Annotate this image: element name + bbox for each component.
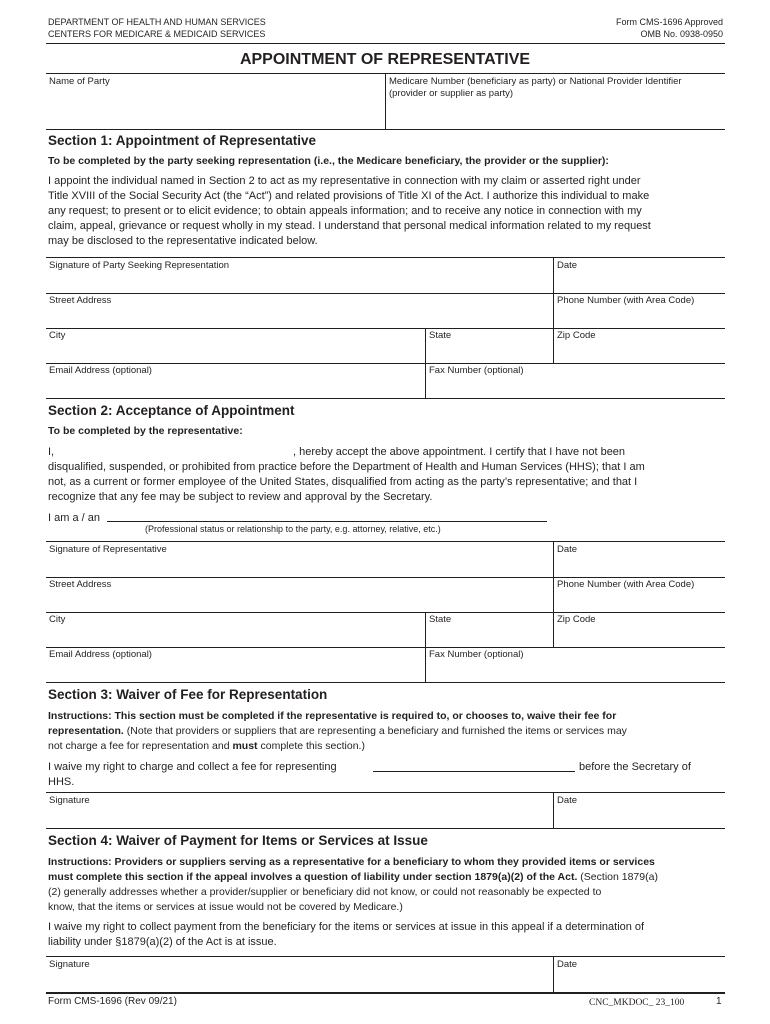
s4-waive-line: I waive my right to collect payment from the beneficiary for the items or services at issue in this appeal if a determination of — [48, 921, 645, 933]
s2-line-1: , hereby accept the above appointment. I certify that I have not been — [293, 446, 626, 458]
s1-line: claim, appeal, grievance or request wholly in my stead. I understand that personal medical information related to my request — [48, 220, 651, 232]
s2-signature-field[interactable] — [46, 542, 553, 577]
s1-date-field[interactable] — [554, 258, 725, 293]
section3-instructions — [48, 709, 728, 754]
s3-instr-bold: representation. — [48, 725, 124, 737]
s1-state-field[interactable] — [426, 328, 553, 363]
s3-representing-line[interactable] — [373, 771, 575, 772]
section1-paragraph — [48, 174, 728, 249]
s1-line: any request; to present or to elicit evidence; to obtain appeals information; and to receive any notice in connection with my — [48, 205, 642, 217]
s3-date-field[interactable] — [554, 793, 725, 828]
s1-zip-label: Zip Code — [557, 330, 596, 341]
s4-instr-line: (2) generally addresses whether a provider/supplier or beneficiary did not know, or could not reasonably be expected to — [48, 886, 602, 898]
s1-grid-rule — [46, 398, 725, 399]
s4-instr-rest: (Section 1879(a) — [577, 871, 658, 883]
s2-zip-field[interactable] — [554, 612, 725, 647]
s1-signature-label: Signature of Party Seeking Representation — [49, 260, 230, 271]
s2-grid-vline — [553, 541, 554, 647]
form-revision: Form CMS-1696 (Rev 09/21) — [48, 996, 177, 1007]
name-of-party-field[interactable] — [46, 74, 385, 129]
s3-waive-text-b: before the Secretary of — [579, 761, 691, 773]
s2-zip-label: Zip Code — [557, 614, 596, 625]
s4-date-field[interactable] — [554, 957, 725, 992]
s2-iama-label: I am a / an — [48, 512, 100, 524]
s2-grid-rule — [46, 682, 725, 683]
omb-number: OMB No. 0938-0950 — [640, 29, 723, 39]
s4-signature-label: Signature — [49, 959, 90, 970]
s4-grid-vline — [553, 956, 554, 992]
s2-state-field[interactable] — [426, 612, 553, 647]
s2-line: recognize that any fee may be subject to review and approval by the Secretary. — [48, 491, 433, 503]
s2-state-label: State — [429, 614, 452, 625]
s3-signature-field[interactable] — [46, 793, 553, 828]
s2-date-field[interactable] — [554, 542, 725, 577]
s4-waive-paragraph — [48, 920, 728, 950]
s2-phone-field[interactable] — [554, 577, 725, 612]
s1-street-label: Street Address — [49, 295, 112, 306]
s2-fax-field[interactable] — [426, 647, 725, 682]
s1-signature-field[interactable] — [46, 258, 553, 293]
s1-fax-field[interactable] — [426, 363, 725, 398]
page-title: APPOINTMENT OF REPRESENTATIVE — [239, 51, 531, 68]
s3-waive-text-a: I waive my right to charge and collect a fee for representing — [48, 761, 337, 773]
top-bottom-rule — [46, 129, 725, 130]
s3-grid-vline — [553, 792, 554, 828]
s2-line: not, as a current or former employee of the United States, disqualified from acting as the party’s representative; and that I — [48, 476, 638, 488]
s4-instr-line: know, that the items or services at issue would not be covered by Medicare.) — [48, 901, 403, 913]
s1-phone-label: Phone Number (with Area Code) — [557, 295, 695, 306]
s2-email-label: Email Address (optional) — [49, 649, 152, 660]
s3-instr-rest: (Note that providers or suppliers that are representing a beneficiary and furnished the items or services may — [123, 725, 627, 737]
s1-email-field[interactable] — [46, 363, 425, 398]
section2-heading: Section 2: Acceptance of Appointment — [48, 403, 295, 418]
form-approved-label: Form CMS-1696 Approved — [615, 17, 723, 27]
header-rule — [46, 43, 725, 44]
s2-line: disqualified, suspended, or prohibited from practice before the Department of Health and Human Services (HHS); that I am — [48, 461, 645, 473]
section1-subheading: To be completed by the party seeking representation (i.e., the Medicare beneficiary, the provider or the supplier): — [48, 155, 609, 167]
s1-email-label: Email Address (optional) — [49, 365, 152, 376]
s2-phone-label: Phone Number (with Area Code) — [557, 579, 695, 590]
medicare-number-label-2: (provider or supplier as party) — [389, 88, 514, 99]
s4-signature-field[interactable] — [46, 957, 553, 992]
s3-instr-line: Instructions: This section must be completed if the representative is required to, or chooses to, waive their fee for — [48, 710, 617, 722]
footer-rule — [46, 992, 725, 994]
section4-instructions — [48, 855, 728, 915]
s1-date-label: Date — [557, 260, 578, 271]
s4-date-label: Date — [557, 959, 578, 970]
section4-heading: Section 4: Waiver of Payment for Items or Services at Issue — [48, 833, 428, 848]
section2-subheading: To be completed by the representative: — [48, 425, 243, 437]
s2-signature-label: Signature of Representative — [49, 544, 167, 555]
name-of-party-label: Name of Party — [49, 76, 110, 87]
s1-city-label: City — [49, 330, 66, 341]
s2-fax-label: Fax Number (optional) — [429, 649, 524, 660]
s1-phone-field[interactable] — [554, 293, 725, 328]
s1-line: may be disclosed to the representative indicated below. — [48, 235, 318, 247]
s2-city-label: City — [49, 614, 66, 625]
s1-grid-vline — [553, 257, 554, 328]
page-number: 1 — [716, 996, 722, 1007]
s1-zip-field[interactable] — [554, 328, 725, 363]
s1-grid-vline — [425, 328, 426, 398]
s2-grid-vline — [425, 612, 426, 682]
medicare-number-label-1: Medicare Number (beneficiary as party) or National Provider Identifier — [389, 76, 682, 87]
agency-line-1: DEPARTMENT OF HEALTH AND HUMAN SERVICES — [48, 17, 266, 27]
s2-status-line[interactable] — [107, 521, 547, 522]
s3-instr-must: must — [232, 740, 258, 752]
s1-line: Title XVIII of the Social Security Act (the “Act”) and related provisions of Title XI of the Act. I authorize this individual to make — [48, 190, 650, 202]
s1-state-label: State — [429, 330, 452, 341]
s3-instr-a: not charge a fee for representation and — [48, 740, 233, 752]
s2-paragraph — [48, 460, 728, 505]
s3-grid-rule — [46, 828, 725, 829]
s2-city-field[interactable] — [46, 612, 425, 647]
s3-date-label: Date — [557, 795, 578, 806]
s3-signature-label: Signature — [49, 795, 90, 806]
s2-street-label: Street Address — [49, 579, 112, 590]
s1-street-field[interactable] — [46, 293, 553, 328]
s1-city-field[interactable] — [46, 328, 425, 363]
agency-line-2: CENTERS FOR MEDICARE & MEDICAID SERVICES — [48, 29, 266, 39]
medicare-number-field[interactable] — [386, 74, 725, 129]
s1-fax-label: Fax Number (optional) — [429, 365, 524, 376]
s2-i-label: I, — [48, 446, 55, 458]
s1-grid-vline — [553, 328, 554, 363]
s2-status-hint: (Professional status or relationship to the party, e.g. attorney, relative, etc.) — [145, 524, 441, 534]
s4-waive-line: liability under §1879(a)(2) of the Act is at issue. — [48, 936, 277, 948]
section3-heading: Section 3: Waiver of Fee for Representation — [48, 687, 328, 702]
s4-instr-bold: must complete this section if the appeal involves a question of liability under section 1879(a)(2) of the Act. — [48, 871, 578, 883]
s2-email-field[interactable] — [46, 647, 425, 682]
s3-instr-b: complete this section.) — [257, 740, 365, 752]
s4-instr-line: Instructions: Providers or suppliers serving as a representative for a beneficiary to whom they provided items or services — [48, 856, 655, 868]
s1-line: I appoint the individual named in Section 2 to act as my representative in connection with my claim or asserted right under — [48, 175, 641, 187]
doc-code: CNC_MKDOC_ 23_100 — [589, 998, 685, 1008]
s2-street-field[interactable] — [46, 577, 553, 612]
s3-waive-text-c: HHS. — [48, 776, 75, 788]
s2-date-label: Date — [557, 544, 578, 555]
section1-heading: Section 1: Appointment of Representative — [48, 133, 317, 148]
